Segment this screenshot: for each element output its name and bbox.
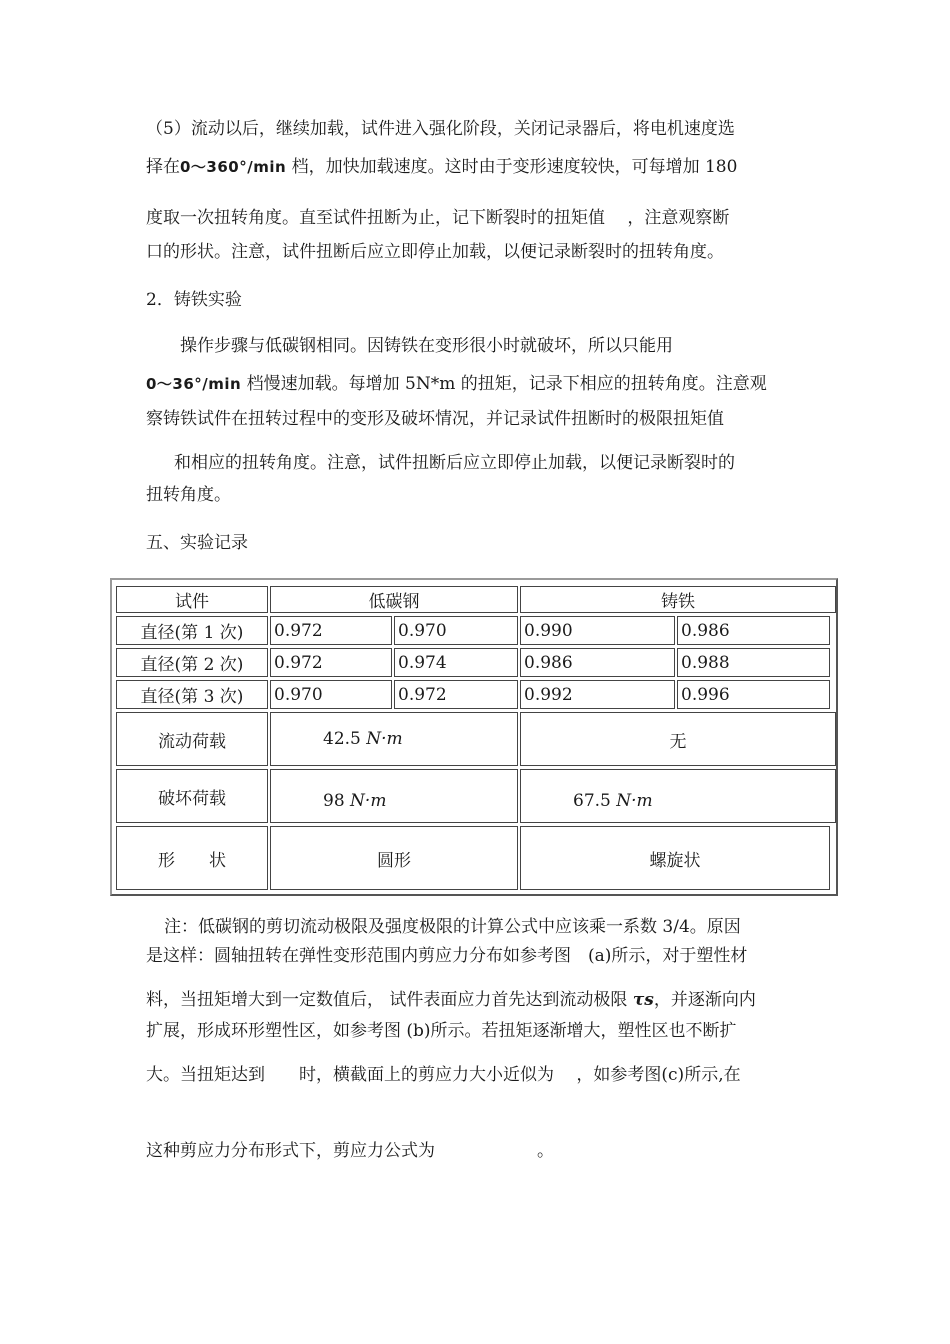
table-cell: 0.972 xyxy=(270,616,392,645)
cast-iron-line-4: 和相应的扭转角度。注意，试件扭断后应立即停止加载，以便记录断裂时的 xyxy=(174,453,735,473)
step5-line-2-suffix: 档，加快加载速度。这时由于变形速度较快，可每增加 180 xyxy=(286,157,738,177)
cast-iron-line-2-suffix: 档慢速加载。每增加 5N*m 的扭矩，记录下相应的扭转角度。注意观 xyxy=(241,374,767,394)
cast-iron-line-1: 操作步骤与低碳钢相同。因铸铁在变形很小时就破坏，所以只能用 xyxy=(180,336,673,356)
row-label-break-load: 破坏荷载 xyxy=(116,769,268,823)
header-specimen: 试件 xyxy=(116,586,268,613)
table-cell: 0.972 xyxy=(394,680,518,709)
step5-line-1: （5）流动以后，继续加载，试件进入强化阶段，关闭记录器后，将电机速度选 xyxy=(146,119,735,139)
shape-steel: 圆形 xyxy=(270,826,518,890)
table-cell: 0.996 xyxy=(677,680,830,709)
note-line-2: 是这样：圆轴扭转在弹性变形范围内剪应力分布如参考图 (a)所示，对于塑性材 xyxy=(146,946,748,966)
speed-formula-fast: 0～360°/min xyxy=(180,158,287,176)
cast-iron-line-3: 察铸铁试件在扭转过程中的变形及破坏情况，并记录试件扭断时的极限扭矩值 xyxy=(146,409,724,429)
flow-load-steel-unit: N·m xyxy=(366,729,403,749)
break-load-iron-unit: N·m xyxy=(616,791,653,811)
experiment-record-table xyxy=(110,578,838,896)
flow-load-steel-value: 42.5 xyxy=(323,729,361,749)
speed-formula-slow: 0～36°/min xyxy=(146,375,242,393)
note-line-3-prefix: 料，当扭矩增大到一定数值后， 试件表面应力首先达到流动极限 xyxy=(146,990,628,1010)
break-load-iron xyxy=(520,769,836,823)
note-line-3 xyxy=(146,988,756,1012)
break-load-steel-unit: N·m xyxy=(350,791,387,811)
step5-line-4: 口的形状。注意，试件扭断后应立即停止加载，以便记录断裂时的扭转角度。 xyxy=(146,242,724,262)
table-cell: 0.990 xyxy=(520,616,675,645)
row-label-shape: 形 状 xyxy=(116,826,268,890)
shape-iron: 螺旋状 xyxy=(520,826,830,890)
note-line-5: 大。当扭矩达到 时，横截面上的剪应力大小近似为 ，如参考图(c)所示,在 xyxy=(146,1065,741,1085)
table-cell: 0.970 xyxy=(270,680,392,709)
note-line-6: 这种剪应力分布形式下，剪应力公式为 。 xyxy=(146,1141,554,1161)
step5-line-3: 度取一次扭转角度。直至试件扭断为止，记下断裂时的扭矩值 ，注意观察断 xyxy=(146,208,730,228)
note-line-3-suffix: ，并逐渐向内 xyxy=(653,990,756,1010)
table-cell: 0.986 xyxy=(677,616,830,645)
table-cell: 0.992 xyxy=(520,680,675,709)
table-cell: 0.986 xyxy=(520,648,675,677)
cast-iron-line-5: 扭转角度。 xyxy=(146,485,231,505)
row-label-diameter-1: 直径(第 1 次) xyxy=(116,616,268,645)
table-cell: 0.972 xyxy=(270,648,392,677)
section-heading-record: 五、实验记录 xyxy=(146,533,248,553)
table-cell: 0.988 xyxy=(677,648,830,677)
flow-load-iron: 无 xyxy=(520,712,836,766)
break-load-iron-value: 67.5 xyxy=(573,791,611,811)
header-cast-iron: 铸铁 xyxy=(520,586,836,613)
break-load-steel xyxy=(270,769,518,823)
section-heading-cast-iron: 2．铸铁实验 xyxy=(146,290,242,310)
tau-s-symbol: τs xyxy=(632,990,654,1010)
note-line-4: 扩展，形成环形塑性区，如参考图 (b)所示。若扭矩逐渐增大，塑性区也不断扩 xyxy=(146,1021,737,1041)
row-label-flow-load: 流动荷载 xyxy=(116,712,268,766)
step5-line-2-prefix: 择在 xyxy=(146,157,180,177)
note-line-1: 注：低碳钢的剪切流动极限及强度极限的计算公式中应该乘一系数 3/4。原因 xyxy=(164,917,741,937)
break-load-steel-value: 98 xyxy=(323,791,345,811)
table-cell: 0.974 xyxy=(394,648,518,677)
cast-iron-line-2 xyxy=(146,372,767,396)
step5-line-2 xyxy=(146,155,737,179)
row-label-diameter-2: 直径(第 2 次) xyxy=(116,648,268,677)
table-cell: 0.970 xyxy=(394,616,518,645)
flow-load-steel xyxy=(270,712,518,766)
row-label-diameter-3: 直径(第 3 次) xyxy=(116,680,268,709)
header-low-carbon-steel: 低碳钢 xyxy=(270,586,518,613)
